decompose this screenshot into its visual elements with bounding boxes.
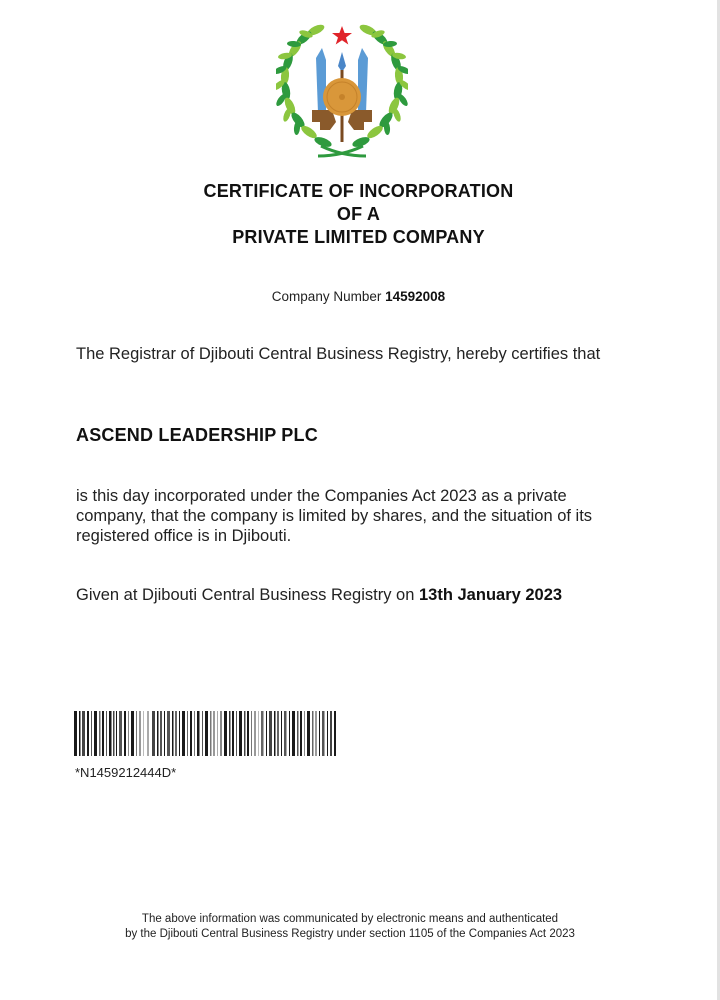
- certificate-title: [0, 180, 717, 249]
- footer-note: [0, 912, 700, 942]
- footer-line-1: The above information was communicated by electronic means and authenticated: [141, 913, 559, 925]
- footer-line-2: by the Djibouti Central Business Registry under section 1105 of the Companies Act 2023: [125, 928, 575, 940]
- incorporation-text: is this day incorporated under the Companies Act 2023 as a private company, that the company is limited by shares, and the situation of its registered office is in Djibouti.: [76, 487, 593, 545]
- red-star-icon: [332, 26, 352, 45]
- given-prefix: Given at Djibouti Central Business Registry on: [76, 586, 415, 604]
- company-name: ASCEND LEADERSHIP PLC: [76, 425, 318, 445]
- company-number: [0, 289, 717, 304]
- given-statement: [76, 586, 562, 605]
- company-number-label: Company Number: [271, 289, 382, 304]
- company-number-value: 14592008: [385, 289, 446, 304]
- title-line-2: OF A: [336, 204, 381, 224]
- national-emblem-icon: [276, 18, 408, 160]
- barcode-icon: [74, 711, 336, 756]
- barcode-text: *N1459212444D*: [75, 765, 177, 780]
- certify-text: The Registrar of Djibouti Central Business Registry, hereby certifies that: [76, 345, 601, 363]
- title-line-1: CERTIFICATE OF INCORPORATION: [203, 181, 514, 201]
- title-line-3: PRIVATE LIMITED COMPANY: [232, 227, 485, 247]
- incorporation-date: 13th January 2023: [419, 586, 563, 604]
